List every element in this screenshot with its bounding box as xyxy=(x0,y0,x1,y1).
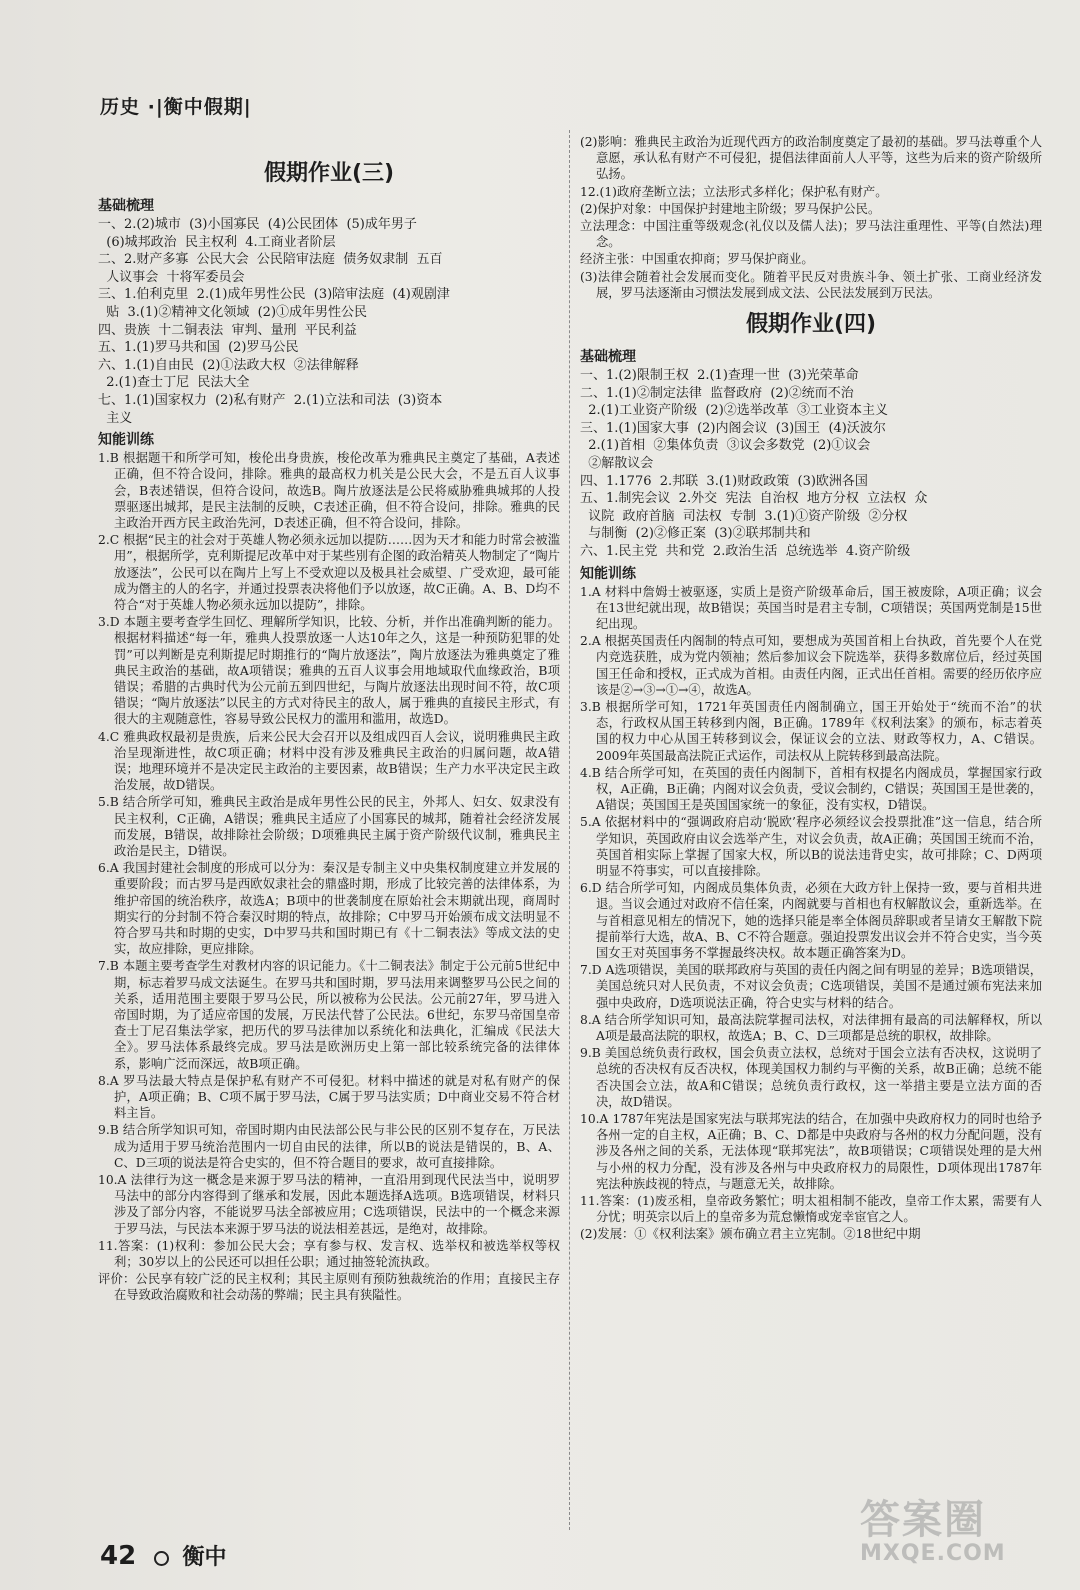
answer-item: 3.B 根据所学可知，1721年英国责任内阁制确立，国王开始处于“统而不治”的状态，行政权从国王转移到内阁，B正确。1789年《权利法案》的颁布，标志着英国的权力中心从国王转移到议会，保证议会的立法、财政等权力，A、C错误。2009年英国最高法院正式运作，司法权从上院转移到最高法院。 xyxy=(580,699,1042,763)
answer-item: 9.B 结合所学知识可知，帝国时期内由民法部公民与非公民的区别不复存在，万民法成为适用于罗马统治范围内一切自由民的法律，所以B的说法是错误的，B、A、C、D三项的说法是符合史实的，但不符合题目的要求，故可直接排除。 xyxy=(98,1123,560,1170)
basics-line: 三、1.(1)国家大事 (2)内阁会议 (3)国王 (4)沃波尔 xyxy=(580,420,886,436)
answer-item: 10.A 法律行为这一概念是来源于罗马法的精神，一直沿用到现代民法当中，说明罗马法中的部分内容得到了继承和发展，因此本题选择A选项。B选项错误，材料只涉及了部分内容，不能说罗马法全部被应用；C选项错误，民法中的一个概念来源于罗马法，与民法本来源于罗马法的说法相差甚远，是绝对，故排除。 xyxy=(98,1173,560,1236)
basics-line: 七、1.(1)国家权力 (2)私有财产 2.(1)立法和司法 (3)资本 xyxy=(98,392,443,408)
answer-item: 7.D A选项错误，美国的联邦政府与英国的责任内阁之间有明显的差异；B选项错误，美国总统只对人民负责，不对议会负责；C选项错误，美国不是通过颁布宪法来加强中央政府，D选项说法正确，符合史实与材料的结合。 xyxy=(580,963,1042,1010)
page-footer xyxy=(100,1540,227,1571)
left-column xyxy=(98,150,560,1530)
basics-list-3 xyxy=(98,216,560,427)
basics-line: 三、1.伯利克里 2.(1)成年男性公民 (3)陪审法庭 (4)观剧津 xyxy=(98,287,450,303)
answer-item: (2)发展：①《权利法案》颁布确立君主立宪制。②18世纪中期 xyxy=(580,1227,921,1242)
basics-list-4 xyxy=(580,367,1042,561)
skills-heading-3: 知能训练 xyxy=(98,432,154,449)
answer-item: (3)法律会随着社会发展而变化。随着平民反对贵族斗争、领土扩张、工商业经济发展，罗马法逐渐由习惯法发展到成文法、公民法发展到万民法。 xyxy=(580,269,1042,300)
answer-item: 8.A 结合所学知识可知，最高法院掌握司法权，对法律拥有最高的司法解释权，所以A项是最高法院的职权，故选A；B、C、D三项都是总统的职权，故排除。 xyxy=(580,1012,1042,1044)
basics-line: 六、1.民主党 共和党 2.政治生活 总统选举 4.资产阶级 xyxy=(580,543,911,559)
column-divider xyxy=(569,130,570,1530)
basics-line: 一、2.(2)城市 (3)小国寡民 (4)公民团体 (5)成年男子 xyxy=(98,217,417,232)
basics-line: 主义 xyxy=(98,410,133,426)
answers-list-4 xyxy=(580,584,1042,1243)
answer-item: 6.D 结合所学可知，内阁成员集体负责，必须在大政方针上保持一致，要与首相共进退。当议会通过对政府不信任案，内阁就要与首相也有权解散议会，重新选举。在与首相意见相左的情况下，她的选择只能是率全体阁员辞职或者呈请女王解散下院提前举行大选，故A、B、C不符合题意。强迫投票发出议会并不符合史实，当今英国女王对英国事务不掌握最终决权。故本题正确答案为D。 xyxy=(580,881,1042,961)
answer-item: 2.C 根据“民主的社会对于英雄人物必须永远加以提防……因为天才和能力时常会被滥用”，根据所学，克利斯提尼改革中对于某些別有企图的政治精英人物制定了“陶片放逐法”，公民可以在陶片上写上不受欢迎以及极具社会威望、广受欢迎，最可能成为僭主的人的名字，并通过投票表决将他们予以放逐，故C正确。A、B、D均不符合“对于英雄人物必须永远加以提防”，排除。 xyxy=(98,533,560,612)
basics-line: 五、1.制宪会议 2.外交 宪法 自治权 地方分权 立法权 众 xyxy=(580,491,928,507)
skills-heading-4: 知能训练 xyxy=(580,565,636,582)
section-title-3: 假期作业(三) xyxy=(263,161,395,186)
answer-item: 11.答案：(1)废丞相，皇帝政务繁忙；明太祖相制不能改，皇帝工作太累，需要有人分忧；明英宗以后上的皇帝多为荒怠懒惰或宠幸宦官之人。 xyxy=(580,1194,1042,1225)
answer-item: 评价：公民享有较广泛的民主权利；其民主原则有预防独裁统治的作用；直接民主存在导致政治腐败和社会动荡的弊端；民主具有狭隘性。 xyxy=(98,1272,560,1303)
basics-line: 二、2.财产多寡 公民大会 公民陪审法庭 债务奴隶制 五百 xyxy=(98,252,443,268)
answer-item: 1.B 根据题干和所学可知，梭伦出身贵族，梭伦改革为雅典民主奠定了基础，A表述正确，但不符合设问，排除。雅典的最高权力机关是公民大会，不是五百人议事会，B表述错误，但符合设问，故选B。陶片放逐法是公民将威胁雅典城邦的人投票驱逐出城邦，是民主法制的反映，C表述正确，但不符合设问，排除。雅典的民主政治开西方民主政治先河，D表述正确，但不符合设问，排除。 xyxy=(98,451,560,530)
footer-label: 衡中 xyxy=(182,1545,227,1570)
answer-item: (2)影响：雅典民主政治为近现代西方的政治制度奠定了最初的基础。罗马法尊重个人意愿，承认私有财产不可侵犯，提倡法律面前人人平等，这些为后来的资产阶级所弘扬。 xyxy=(580,135,1042,182)
right-column xyxy=(580,134,1042,1554)
answer-item: 6.A 我国封建社会制度的形成可以分为：秦汉是专制主义中央集权制度建立并发展的重要阶段；而古罗马是西欧奴隶社会的鼎盛时期，形成了比较完善的法律体系，为维护帝国的统治秩序，故选A；B项中的世袭制度在原始社会末期就出现，商周时期实行的分封制不符合秦汉时期的特点，故排除；C中罗马开始颁布成文法明显不符合罗马共和时期的史实，D中罗马共和国时期已有《十二铜表法》等成文法的史实，故应排除，更应排除。 xyxy=(98,861,560,957)
watermark-mark: 答案圈 xyxy=(860,1497,986,1543)
answer-item: 4.B 结合所学可知，在英国的责任内阁制下，首相有权提名内阁成员，掌握国家行政权，A正确，B正确；内阁对议会负责，受议会制约，C错误；英国国王是世袭的，A错误；英国国王是英国国家统一的象征，没有实权，D错误。 xyxy=(580,765,1042,813)
basics-heading-4: 基础梳理 xyxy=(580,349,636,366)
answer-item: 3.D 本题主要考查学生回忆、理解所学知识，比较、分析，并作出准确判断的能力。根据材料描述“每一年，雅典人投票放逐一人达10年之久，这是一种预防犯罪的处罚”可以判断是克利斯提尼时期推行的“陶片放逐法”，陶片放逐法为雅典奠定了雅典民主政治的基础，故A项错误；雅典的五百人议事会用地域取代血缘政治，B项错误；希腊的古典时代为公元前五到四世纪，与陶片放逐法出现时间不符，故C项错误；“陶片放逐法”以民主的方式对待民主的敌人，属于雅典的直接民主形式，有很大的主观随意性，容易导致公民权力的滥用和滥用，故选D。 xyxy=(98,615,560,727)
answers-list-3 xyxy=(98,450,560,1304)
answer-item: 经济主张：中国重农抑商；罗马保护商业。 xyxy=(580,252,814,267)
basics-line: 六、1.(1)自由民 (2)①法政大权 ②法律解释 xyxy=(98,357,359,373)
answer-item: 2.A 根据英国责任内阁制的特点可知，要想成为英国首相上台执政，首先要个人在党内竞选获胜，成为党内领袖；然后参加议会下院选举，获得多数席位后，经过英国国王任命和授权，正式成为首相。由责任内阁，正式出任首相。需要的经历依序应该是②→③→①→④，故选A。 xyxy=(580,634,1042,697)
basics-line: 与制衡 (2)②修正案 (3)②联邦制共和 xyxy=(580,526,811,542)
answer-item: 7.B 本题主要考查学生对教材内容的识记能力。《十二铜表法》制定于公元前5世纪中期，标志着罗马成文法诞生。在罗马共和国时期，罗马法用来调整罗马公民之间的关系，适用范围主要限于罗马公民，所以被称为公民法。公元前27年，罗马进入帝国时期，为了适应帝国的发展，万民法代替了公民法。6世纪，东罗马帝国皇帝查士丁尼召集法学家，把历代的罗马法律加以系统化和法典化，汇编成《民法大全》。罗马法体系最终完成。罗马法是欧洲历史上第一部比较系统完备的法律体系，影响广泛而深远，故B项正确。 xyxy=(98,959,560,1071)
answer-item: 5.B 结合所学可知，雅典民主政治是成年男性公民的民主，外邦人、妇女、奴隶没有民主权利，C正确，A错误；雅典民主适应了小国寡民的城邦，随着社会经济发展而发展，B错误，故排除社会阶级；D项雅典民主属于资产阶级代议制，雅典民主政治是民主，D错误。 xyxy=(98,795,560,858)
answer-item: 1.A 材料中詹姆士被驱逐，实质上是资产阶级革命后，国王被废除，A项正确；议会在13世纪就出现，故B错误；英国当时是君主专制，C项错误；英国两党制是15世纪出现。 xyxy=(580,584,1042,631)
answer-item: 10.A 1787年宪法是国家宪法与联邦宪法的结合，在加强中央政府权力的同时也给予各州一定的自主权，A正确；B、C、D都是中央政府与各州的权力分配问题，没有涉及各州之间的关系，无法体现“联邦宪法”，故B项错误；C项错误处理的是大州与小州的权力分配，没有涉及各州与中央政府权力的局限性，D项体现出1787年宪法种族歧视的特点，与题意无关，故排除。 xyxy=(580,1112,1042,1191)
basics-line: 五、1.(1)罗马共和国 (2)罗马公民 xyxy=(98,340,299,356)
basics-line: 四、贵族 十二铜表法 审判、量刑 平民利益 xyxy=(98,322,357,338)
answer-item: 8.A 罗马法最大特点是保护私有财产不可侵犯。材料中描述的就是对私有财产的保护，A项正确；B、C项不属于罗马法，C属于罗马法实质；D中商业交易不符合材料主旨。 xyxy=(98,1073,560,1121)
basics-line: 贴 3.(1)②精神文化领域 (2)①成年男性公民 xyxy=(98,304,368,320)
answer-item: 11.答案：(1)权利：参加公民大会；享有参与权、发言权、选举权和被选举权等权利；30岁以上的公民还可以担任公职；通过抽签轮流执政。 xyxy=(98,1238,560,1270)
answer-item: 立法理念：中国注重等级观念(礼仪以及儒人法)；罗马法注重理性、平等(自然法)理念。 xyxy=(580,219,1042,250)
circle-bullet-icon xyxy=(154,1551,169,1566)
basics-line: ②解散议会 xyxy=(580,456,654,471)
basics-line: 四、1.1776 2.邦联 3.(1)财政政策 (3)欧洲各国 xyxy=(580,473,868,489)
basics-line: 议院 政府首脑 司法权 专制 3.(1)①资产阶级 ②分权 xyxy=(580,508,908,524)
watermark-site: MXQE.COM xyxy=(860,1541,1006,1566)
answer-item: 5.A 依据材料中的“强调政府启动‘脱欧’程序必须经议会投票批准”这一信息，结合所学知识，英国政府由议会选举产生，对议会负责，故A正确；英国国王统而不治，英国首相实际上掌握了国家大权，所以B的说法违背史实，故可排除；C、D两项明显不符事实，可以直接排除。 xyxy=(580,815,1042,879)
basics-line: 2.(1)查士丁尼 民法大全 xyxy=(98,375,250,391)
basics-line: (6)城邦政治 民主权利 4.工商业者阶层 xyxy=(98,234,336,250)
basics-line: 二、1.(1)②制定法律 监督政府 (2)②统而不治 xyxy=(580,385,854,401)
section-title-4: 假期作业(四) xyxy=(745,312,877,338)
answer-item: 9.B 美国总统负责行政权，国会负责立法权，总统对于国会立法有否决权，这说明了总统的否决权有反否决权，体现美国权力制约与平衡的关系，故B正确；总统不能否决国会立法，故A和C错误；总统负责行政权，这一举措主要是立法方面的否决，故D错误。 xyxy=(580,1046,1042,1109)
basics-line: 一、1.(2)限制王权 2.(1)查理一世 (3)光荣革命 xyxy=(580,368,859,384)
watermark-logo xyxy=(860,1488,1050,1568)
basics-heading-3: 基础梳理 xyxy=(98,198,154,214)
answer-item: (2)保护对象：中国保护封建地主阶级；罗马保护公民。 xyxy=(580,201,881,216)
answer-item: 12.(1)政府垄断立法；立法形式多样化；保护私有财产。 xyxy=(580,184,888,199)
answer-item: 4.C 雅典政权最初是贵族，后来公民大会召开以及组成四百人会议，说明雅典民主政治呈现渐进性，故C项正确；材料中没有涉及雅典民主政治的归属问题，故A错误；地理环境并不是决定民主政治的主要因素，故B错误；生产力水平决定民主政治发展，故D错误。 xyxy=(98,729,560,793)
page-number: 42 xyxy=(100,1541,137,1571)
basics-line: 人议事会 十将军委员会 xyxy=(98,269,245,285)
page-header: 历史 ·|衡中假期| xyxy=(100,96,252,118)
basics-line: 2.(1)首相 ②集体负责 ③议会多数党 (2)①议会 xyxy=(580,438,871,454)
basics-line: 2.(1)工业资产阶级 (2)②选举改革 ③工业资本主义 xyxy=(580,403,889,419)
carry-over-answers xyxy=(580,134,1042,301)
